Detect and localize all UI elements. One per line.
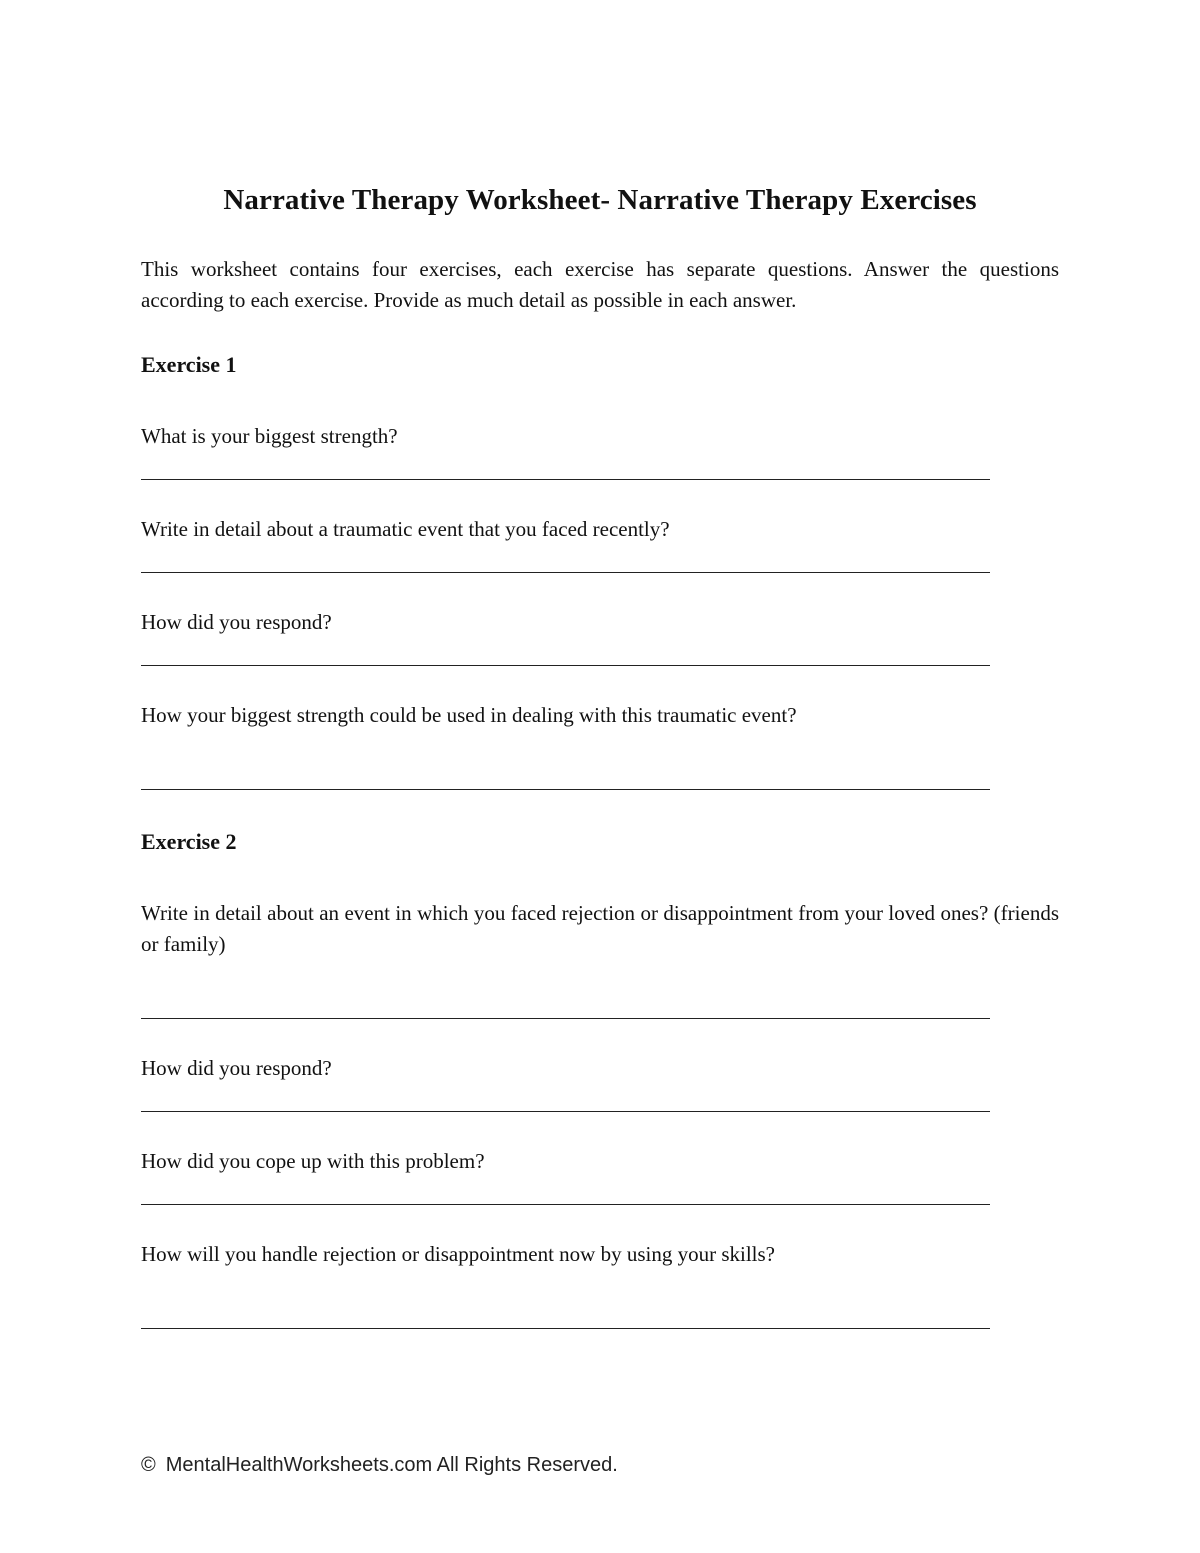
exercise-2-question-2: How did you respond?: [141, 1056, 332, 1080]
answer-line[interactable]: [141, 479, 990, 480]
answer-line[interactable]: [141, 1328, 990, 1329]
exercise-2-question-1: Write in detail about an event in which you faced rejection or disappointment from your loved ones? (friends or family): [141, 901, 1059, 956]
intro-paragraph: This worksheet contains four exercises, each exercise has separate questions. Answer the questions according to each exercise. Provide as much detail as possible in each answer.: [141, 257, 1059, 312]
exercise-1-heading: Exercise 1: [141, 352, 237, 377]
footer: [141, 1454, 618, 1477]
answer-line[interactable]: [141, 1204, 990, 1205]
page-title: Narrative Therapy Worksheet- Narrative Therapy Exercises: [223, 184, 977, 216]
answer-line[interactable]: [141, 1018, 990, 1019]
exercise-1-question-1: What is your biggest strength?: [141, 424, 398, 448]
exercise-2-question-4: How will you handle rejection or disappointment now by using your skills?: [141, 1242, 775, 1266]
exercise-1-question-2: Write in detail about a traumatic event that you faced recently?: [141, 517, 670, 541]
answer-line[interactable]: [141, 665, 990, 666]
exercise-2-heading: Exercise 2: [141, 829, 237, 854]
answer-line[interactable]: [141, 1111, 990, 1112]
answer-line[interactable]: [141, 789, 990, 790]
exercise-1-question-3: How did you respond?: [141, 610, 332, 634]
exercise-2-question-3: How did you cope up with this problem?: [141, 1149, 485, 1173]
exercise-1-question-4: How your biggest strength could be used in dealing with this traumatic event?: [141, 703, 797, 727]
footer-text: MentalHealthWorksheets.com All Rights Reserved.: [165, 1454, 618, 1476]
answer-line[interactable]: [141, 572, 990, 573]
copyright-symbol: ©: [141, 1454, 156, 1476]
